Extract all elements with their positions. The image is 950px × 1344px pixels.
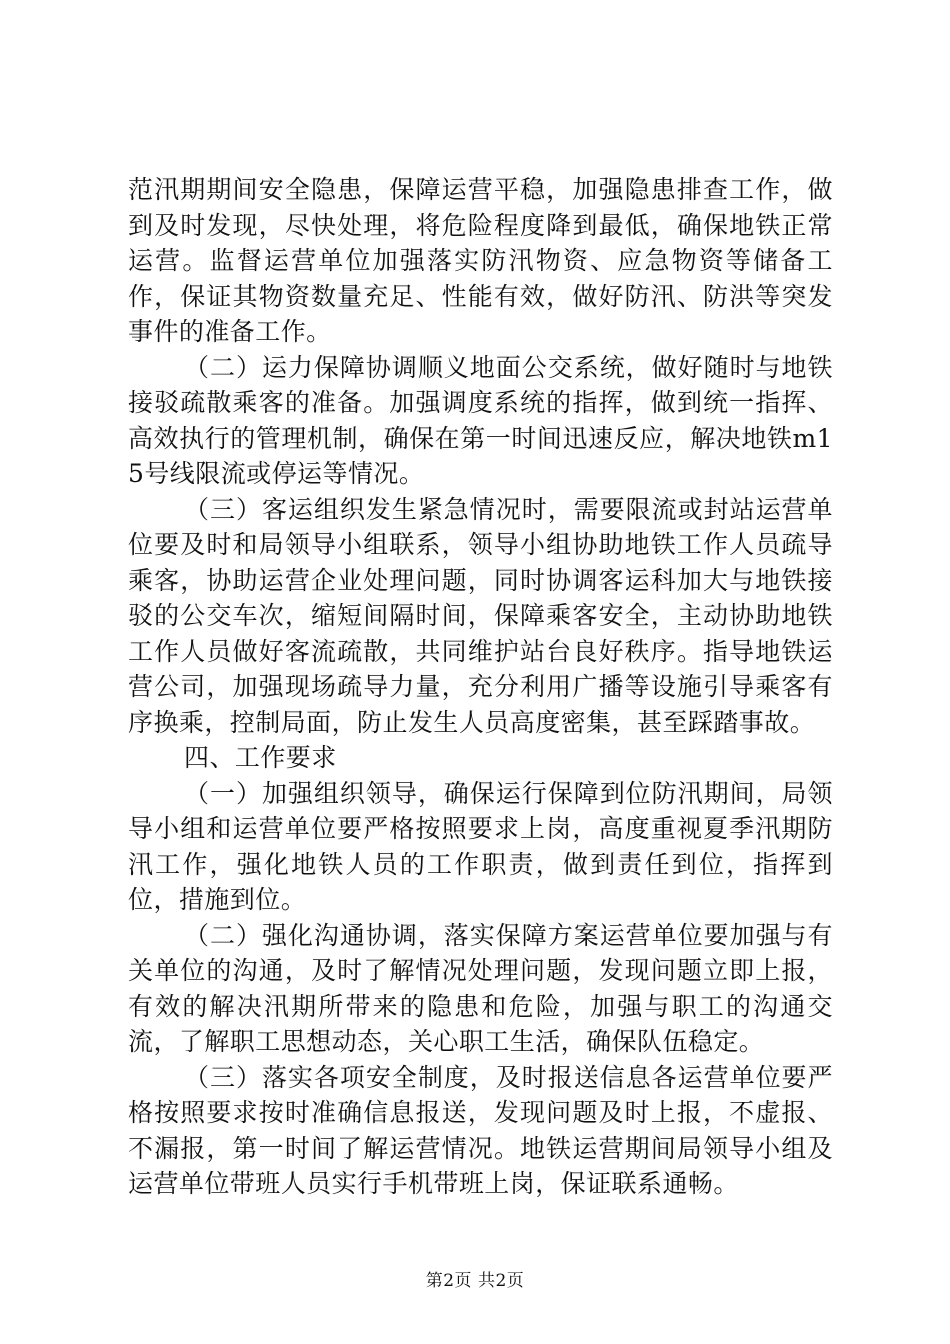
paragraph-continuation: 范汛期期间安全隐患，保障运营平稳，加强隐患排查工作，做到及时发现，尽快处理，将危险程度降到最低，确保地铁正常运营。监督运营单位加强落实防汛物资、应急物资等储备工作，保证其物资数量充足、性能有效，做好防汛、防洪等突发事件的准备工作。: [128, 175, 833, 346]
section-heading-work-requirements: 四、工作要求: [184, 743, 337, 772]
paragraph-passenger-organization: （三）客运组织发生紧急情况时，需要限流或封站运营单位要及时和局领导小组联系，领导小组协助地铁工作人员疏导乘客，协助运营企业处理问题，同时协调客运科加大与地铁接驳的公交车次，缩短间隔时间，保障乘客安全，主动协助地铁工作人员做好客流疏散，共同维护站台良好秩序。指导地铁运营公司，加强现场疏导力量，充分利用广播等设施引导乘客有序换乘，控制局面，防止发生人员高度密集，甚至踩踏事故。: [128, 494, 833, 737]
paragraph-safety-system: （三）落实各项安全制度，及时报送信息各运营单位要严格按照要求按时准确信息报送，发现问题及时上报，不虚报、不漏报，第一时间了解运营情况。地铁运营期间局领导小组及运营单位带班人员实行手机带班上岗，保证联系通畅。: [128, 1062, 833, 1198]
paragraph-communication-coordination: （二）强化沟通协调，落实保障方案运营单位要加强与有关单位的沟通，及时了解情况处理问题，发现问题立即上报，有效的解决汛期所带来的隐患和危险，加强与职工的沟通交流，了解职工思想动态，关心职工生活，确保队伍稳定。: [128, 920, 833, 1056]
page-number-footer: 第2页 共2页: [425, 1271, 525, 1291]
document-body: [128, 172, 833, 1202]
paragraph-transport-guarantee: （二）运力保障协调顺义地面公交系统，做好随时与地铁接驳疏散乘客的准备。加强调度系统的指挥，做到统一指挥、高效执行的管理机制，确保在第一时间迅速反应，解决地铁m15号线限流或停运等情况。: [128, 352, 833, 488]
paragraph-organization-leadership: （一）加强组织领导，确保运行保障到位防汛期间，局领导小组和运营单位要严格按照要求上岗，高度重视夏季汛期防汛工作，强化地铁人员的工作职责，做到责任到位，指挥到位，措施到位。: [128, 778, 833, 914]
